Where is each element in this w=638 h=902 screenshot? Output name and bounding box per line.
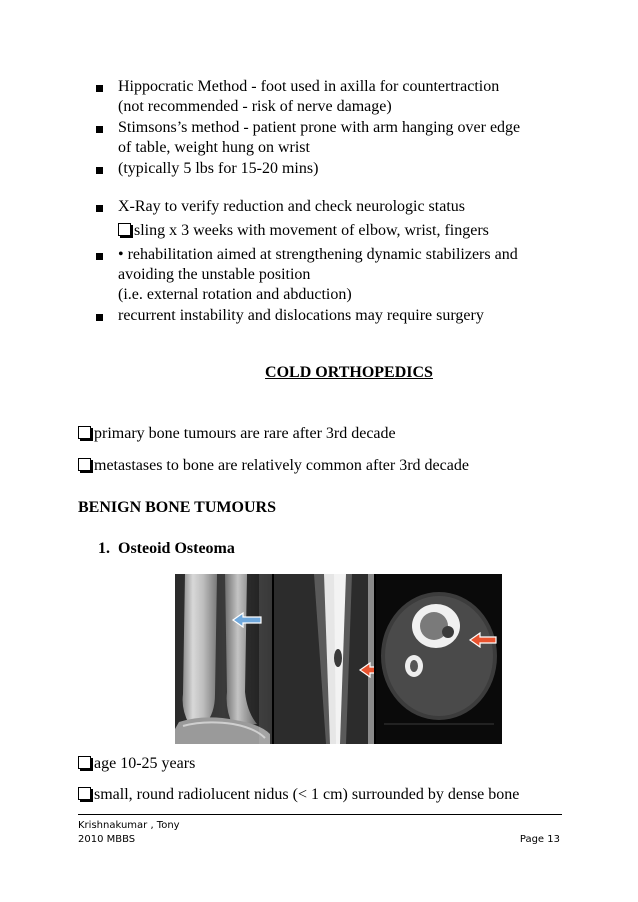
ct-axial-arrow-icon xyxy=(468,632,498,648)
treatment-item-6-line-1: • rehabilitation aimed at strengthening dynamic stabilizers and xyxy=(118,246,518,263)
footer-author: Krishnakumar , Tony xyxy=(78,820,180,831)
footer-page-number: Page 13 xyxy=(519,834,560,845)
treatment-item-7 xyxy=(96,309,103,329)
treatment-item-2-line-2: of table, weight hung on wrist xyxy=(118,139,310,156)
osteoid-osteoma-figure xyxy=(175,574,502,744)
treatment-item-5 xyxy=(118,221,489,241)
bullet-square-icon xyxy=(96,205,103,212)
treatment-item-4 xyxy=(96,200,103,220)
intro-point-1-text: primary bone tumours are rare after 3rd decade xyxy=(94,425,396,442)
section-title: COLD ORTHOPEDICS xyxy=(265,364,433,381)
ct-sagittal-arrow-icon xyxy=(358,662,374,678)
osteoma-point-2 xyxy=(78,785,519,805)
intro-point-1 xyxy=(78,424,396,444)
osteoma-point-1 xyxy=(78,754,195,774)
treatment-item-1 xyxy=(96,80,103,100)
osteoma-point-1-text: age 10-25 years xyxy=(94,755,196,772)
bullet-square-icon xyxy=(96,126,103,133)
treatment-item-1-line-1: Hippocratic Method - foot used in axilla for countertraction xyxy=(118,78,500,95)
treatment-item-2 xyxy=(96,121,103,141)
bullet-square-icon xyxy=(96,314,103,321)
treatment-item-6-line-3: (i.e. external rotation and abduction) xyxy=(118,286,352,303)
xray-arrow-icon xyxy=(231,612,263,628)
footer-course: 2010 MBBS xyxy=(78,834,136,845)
xray-image xyxy=(175,574,272,744)
treatment-item-6-line-2: avoiding the unstable position xyxy=(118,266,311,283)
treatment-item-3-line-1: (typically 5 lbs for 15-20 mins) xyxy=(118,160,319,177)
treatment-item-7-line-1: recurrent instability and dislocations may require surgery xyxy=(118,307,484,324)
numbered-item-number: 1. xyxy=(98,540,110,557)
intro-point-2-text: metastases to bone are relatively common after 3rd decade xyxy=(94,457,469,474)
footer-divider xyxy=(78,814,562,815)
bullet-square-icon xyxy=(96,253,103,260)
ct-sagittal-image xyxy=(274,574,374,744)
treatment-item-4-line-1: X-Ray to verify reduction and check neurologic status xyxy=(118,198,465,215)
bullet-square-icon xyxy=(96,167,103,174)
osteoma-point-2-text: small, round radiolucent nidus (< 1 cm) surrounded by dense bone xyxy=(94,786,520,803)
checkbox-bullet-icon xyxy=(118,223,131,236)
treatment-item-3 xyxy=(96,162,103,182)
ct-axial-image xyxy=(376,574,502,744)
treatment-item-6 xyxy=(96,248,103,268)
numbered-item-label: Osteoid Osteoma xyxy=(118,540,235,557)
treatment-item-1-line-2: (not recommended - risk of nerve damage) xyxy=(118,98,392,115)
checkbox-bullet-icon xyxy=(78,458,91,471)
intro-point-2 xyxy=(78,456,469,476)
checkbox-bullet-icon xyxy=(78,787,91,800)
checkbox-bullet-icon xyxy=(78,426,91,439)
subsection-title: BENIGN BONE TUMOURS xyxy=(78,499,276,516)
checkbox-bullet-icon xyxy=(78,756,91,769)
treatment-item-2-line-1: Stimsons’s method - patient prone with arm hanging over edge xyxy=(118,119,521,136)
numbered-item xyxy=(98,539,235,559)
treatment-item-5-line-1: sling x 3 weeks with movement of elbow, wrist, fingers xyxy=(134,222,489,239)
bullet-square-icon xyxy=(96,85,103,92)
xray-panel xyxy=(175,574,272,744)
ct-sagittal-panel xyxy=(274,574,374,744)
ct-axial-panel xyxy=(376,574,502,744)
